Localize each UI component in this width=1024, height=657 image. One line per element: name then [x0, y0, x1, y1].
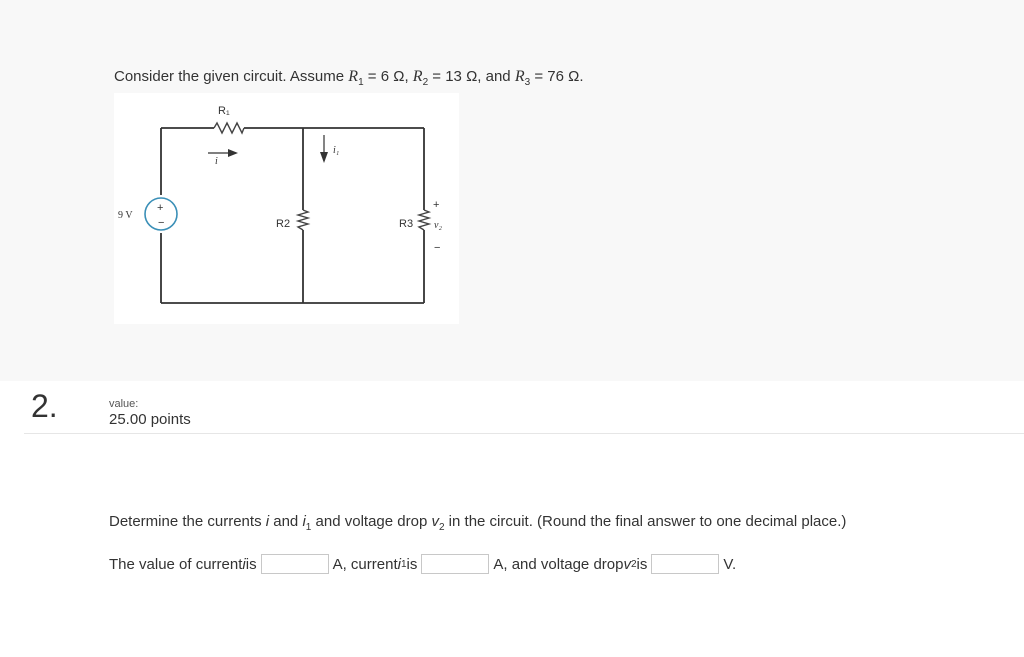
circuit-diagram [114, 93, 459, 324]
v2-plus-sign: + [433, 199, 440, 211]
r3-label: R3 [399, 218, 414, 230]
question-number: 2. [31, 388, 58, 424]
section-divider [24, 433, 1024, 434]
v2-label: v₂ [434, 220, 442, 231]
circuit-svg [114, 93, 459, 324]
current-i1-label: i₁ [333, 145, 340, 156]
r1-resistor [214, 123, 244, 133]
r2-label: R2 [276, 218, 291, 230]
answer-line: The value of current i is A, current i 1 is A, and voltage drop v 2 is V. [109, 555, 737, 573]
current-i-label: i [215, 156, 218, 167]
current-i1-arrow [320, 135, 328, 163]
v2-minus-sign: − [434, 242, 441, 254]
value-label: value: [109, 398, 139, 410]
question-points: 25.00 points [109, 411, 191, 428]
voltage-v2-input[interactable] [651, 554, 719, 574]
r3-resistor [419, 210, 429, 230]
r1-label: R₁ [218, 105, 230, 117]
current-i-arrow [208, 149, 238, 157]
source-plus-sign: + [157, 202, 164, 214]
source-minus-sign: − [158, 217, 165, 229]
circuit-description: Consider the given circuit. Assume $R_1 = 6$ Ω, $R_2 = 13$ Ω, and $R_3 = 76$ Ω. [114, 68, 584, 88]
current-i1-input[interactable] [421, 554, 489, 574]
r2-resistor [298, 210, 308, 230]
question-prompt: Determine the currents i and $i_1$ and voltage drop $v_2$ in the circuit. (Round the final answer to one decimal place.) [109, 513, 847, 533]
source-voltage-label: 9 V [118, 210, 133, 221]
current-i-input[interactable] [261, 554, 329, 574]
